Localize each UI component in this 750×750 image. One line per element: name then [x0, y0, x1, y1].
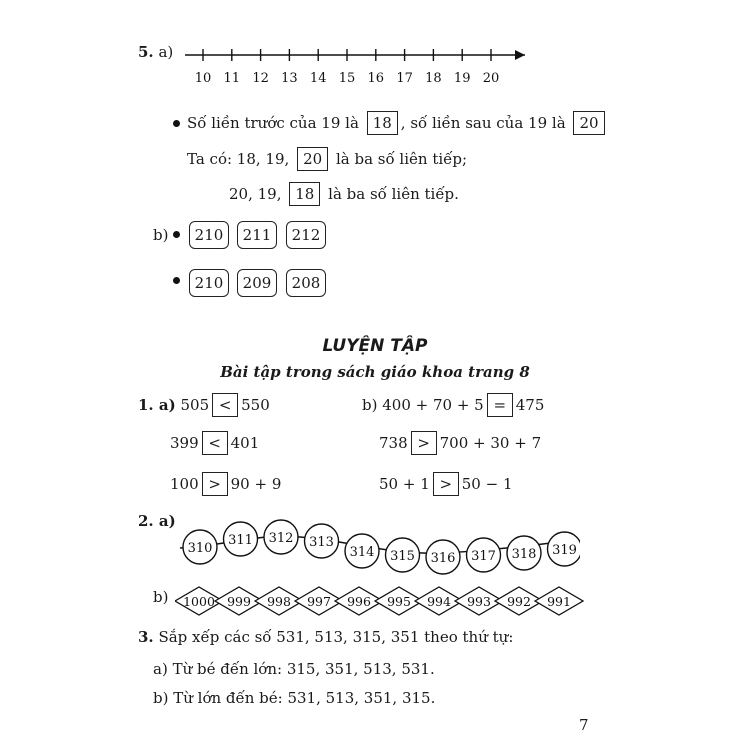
circle-label: 312	[268, 531, 294, 546]
circle-label: 317	[471, 549, 496, 564]
diamond-label: 1000	[183, 594, 215, 609]
exercise-2-label: 2. a)	[138, 512, 176, 530]
comparison-box: =	[487, 393, 513, 417]
diamond-sequence	[175, 583, 585, 623]
tick-label: 20	[482, 71, 500, 86]
number-box: 210	[189, 221, 229, 249]
exercise-1b-row-3: 50 + 1 > 50 − 1	[379, 472, 513, 496]
diamond-label: 992	[507, 594, 531, 609]
circle-label: 311	[228, 533, 253, 548]
exercise-1-label: 1. a)	[138, 396, 176, 414]
diamond-label: 991	[547, 594, 571, 609]
comparison-box: >	[202, 472, 228, 496]
diamond-label: 995	[387, 594, 411, 609]
exercise-5-label: 5. a)	[138, 43, 174, 61]
tick-label: 14	[309, 71, 327, 86]
comparison-box: >	[433, 472, 459, 496]
circle-label: 313	[309, 535, 334, 550]
number-box: 210	[189, 269, 229, 297]
number-box: 208	[286, 269, 326, 297]
tick-label: 15	[338, 71, 356, 86]
tick-label: 19	[453, 71, 471, 86]
bullet	[173, 231, 180, 238]
tick-label: 12	[252, 71, 269, 86]
exercise-1b-row-2: 738 > 700 + 30 + 7	[379, 431, 541, 455]
exercise-3-statement: 3. Sắp xếp các số 531, 513, 315, 351 theo thứ tự:	[138, 628, 514, 646]
predecessor-successor-line: Số liền trước của 19 là 18 , số liền sau của 19 là 20	[187, 111, 608, 135]
diamond-label: 998	[267, 594, 291, 609]
circle-sequence	[170, 515, 580, 575]
number-box: 212	[286, 221, 326, 249]
exercise-1a-row-3: 100 > 90 + 9	[170, 472, 281, 496]
diamond-label: 999	[227, 594, 251, 609]
exercise-1a-row-2: 399 < 401	[170, 431, 259, 455]
exercise-2b-label: b)	[153, 588, 169, 606]
circle-label: 315	[390, 549, 415, 564]
exercise-1b-row-1: b) 400 + 70 + 5 = 475	[362, 393, 544, 417]
tick-label: 18	[425, 71, 442, 86]
section-title: LUYỆN TẬP	[322, 336, 428, 356]
bullet	[173, 120, 180, 127]
consecutive-line-2: 20, 19, 18 là ba số liên tiếp.	[229, 182, 459, 206]
circle-label: 310	[187, 541, 213, 556]
diamond-label: 997	[307, 594, 331, 609]
circle-label: 318	[511, 547, 537, 562]
answer-box: 18	[289, 182, 320, 206]
tick-label: 16	[367, 71, 385, 86]
exercise-1a-row-1: 1. a) 505 < 550	[138, 393, 270, 417]
answer-box: 20	[573, 111, 604, 135]
tick-label: 10	[194, 71, 212, 86]
tick-label: 11	[223, 71, 241, 86]
circle-label: 319	[552, 543, 577, 558]
bullet	[173, 277, 180, 284]
circle-label: 314	[349, 545, 375, 560]
comparison-box: <	[202, 431, 228, 455]
page-number: 7	[579, 716, 589, 734]
comparison-box: <	[212, 393, 238, 417]
comparison-box: >	[411, 431, 437, 455]
diamond-label: 996	[347, 594, 371, 609]
exercise-3a: a) Từ bé đến lớn: 315, 351, 513, 531.	[153, 660, 435, 678]
exercise-3-label: 3.	[138, 628, 154, 646]
exercise-5b-label: b)	[153, 226, 169, 244]
consecutive-line-1: Ta có: 18, 19, 20 là ba số liên tiếp;	[187, 147, 467, 171]
answer-box: 20	[297, 147, 328, 171]
diamond-label: 993	[467, 594, 491, 609]
section-subtitle: Bài tập trong sách giáo khoa trang 8	[220, 363, 530, 381]
exercise-3b: b) Từ lớn đến bé: 531, 513, 351, 315.	[153, 689, 436, 707]
number-box: 209	[237, 269, 277, 297]
number-box: 211	[237, 221, 277, 249]
tick-label: 13	[281, 71, 298, 86]
diamond-label: 994	[427, 594, 451, 609]
number-line	[180, 40, 540, 90]
answer-box: 18	[367, 111, 398, 135]
tick-label: 17	[396, 71, 413, 86]
circle-label: 316	[430, 551, 456, 566]
